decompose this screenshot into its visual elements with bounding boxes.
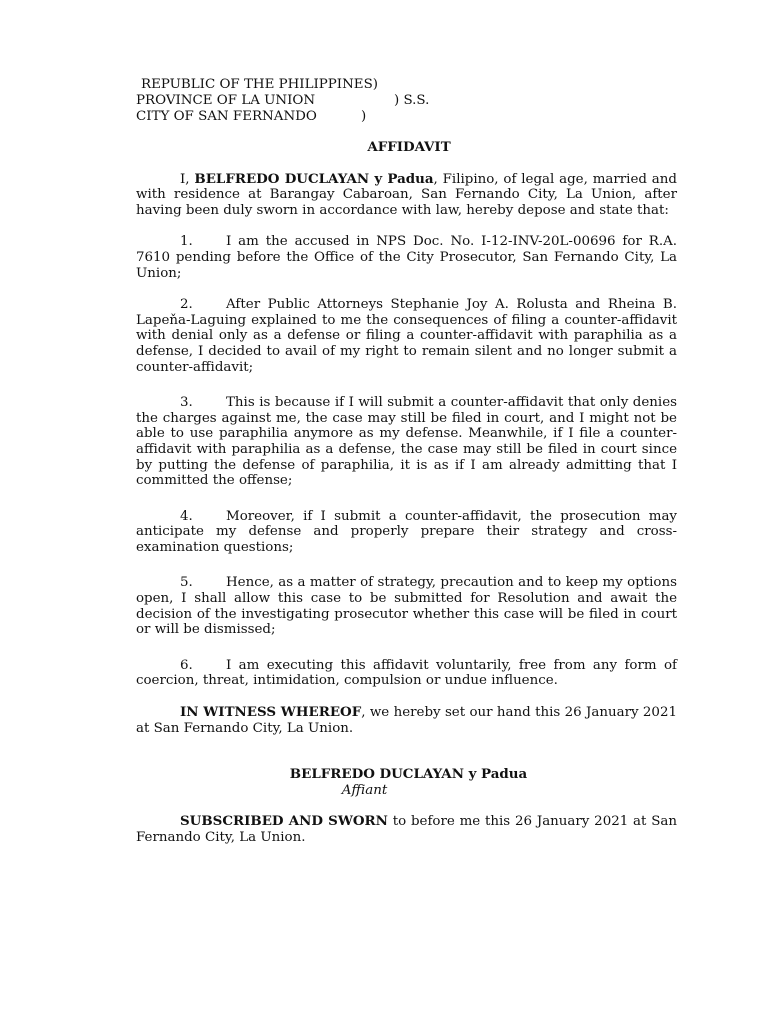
list-item — [136, 658, 677, 689]
item-text: This is because if I will submit a counter-affidavit that only denies the charges against me, the case may still be filed in court, and I might not be able to use paraphilia anymore as my defense. Meanwhile, if I file a counter-affidavit with paraphilia as a defense, the case may still be filed in court since by putting the defense of paraphilia, it is as if I am already admitting that I committed the offense; — [136, 395, 677, 489]
list-item — [136, 509, 677, 556]
item-text: I am the accused in NPS Doc. No. I-12-INV-20L-00696 for R.A. 7610 pending before the Office of the City Prosecutor, San Fernando City, La Union; — [136, 234, 677, 281]
jurat-paragraph — [136, 814, 677, 845]
jurat-heading: SUBSCRIBED AND SWORN — [180, 813, 388, 830]
venue-city-paren: ) — [361, 109, 367, 124]
jurat-rest: to before me this 26 January 2021 at San Fernando City, La Union. — [136, 814, 677, 845]
intro-prefix: I, — [180, 171, 195, 187]
venue-republic-text: REPUBLIC OF THE PHILIPPINES) — [141, 77, 378, 92]
item-text: Hence, as a matter of strategy, precaution and to keep my options open, I shall allow this case to be submitted for Resolution and await the decision of the investigating prosecutor whether this case will be filed in court or will be dismissed; — [136, 575, 677, 638]
item-number: 6. — [180, 657, 193, 673]
item-number: 3. — [180, 395, 193, 411]
affiant-name-inline: BELFREDO DUCLAYAN y Padua — [194, 170, 434, 187]
item-text: After Public Attorneys Stephanie Joy A. Rolusta and Rheina B. Lapeňa-Laguing explained to me the consequences of filing a counter-affidavit with denial only as a defense or filing a counter-affidavit with paraphilia as a defense, I decided to avail of my right to remain silent and no longer submit a counter-affidavit; — [136, 297, 677, 375]
affiant-signature-name: BELFREDO DUCLAYAN y Padua — [289, 766, 528, 783]
venue-ss-text: ) S.S. — [394, 93, 430, 108]
list-item — [136, 575, 677, 637]
list-item — [136, 234, 677, 281]
witness-paragraph — [136, 705, 677, 736]
item-number: 4. — [180, 508, 193, 524]
venue-line-republic — [141, 77, 378, 93]
affiant-role-label: Affiant — [341, 782, 388, 798]
list-item — [136, 395, 677, 489]
item-text: I am executing this affidavit voluntarily, free from any form of coercion, threat, intimidation, compulsion or undue influence. — [136, 657, 677, 689]
document-title: AFFIDAVIT — [367, 139, 451, 155]
witness-heading: IN WITNESS WHEREOF — [180, 704, 362, 721]
item-number: 1. — [180, 234, 193, 250]
intro-paragraph — [136, 172, 677, 219]
signature-block — [138, 767, 677, 798]
item-number: 5. — [180, 575, 193, 591]
item-text: Moreover, if I submit a counter-affidavit, the prosecution may anticipate my defense and properly prepare their strategy and cross-examination questions; — [136, 508, 677, 555]
venue-block — [136, 77, 677, 124]
intro-rest: , Filipino, of legal age, married and with residence at Barangay Cabaroan, San Fernando City, La Union, after having been duly sworn in accordance with law, hereby depose and state that: — [136, 171, 677, 218]
venue-province-text: PROVINCE OF LA UNION — [136, 93, 316, 108]
witness-rest: , we hereby set our hand this 26 January 2021 at San Fernando City, La Union. — [136, 705, 677, 736]
venue-city-text: CITY OF SAN FERNANDO — [136, 109, 317, 124]
affidavit-body — [136, 77, 677, 846]
list-item — [136, 297, 677, 375]
item-number: 2. — [180, 297, 193, 313]
